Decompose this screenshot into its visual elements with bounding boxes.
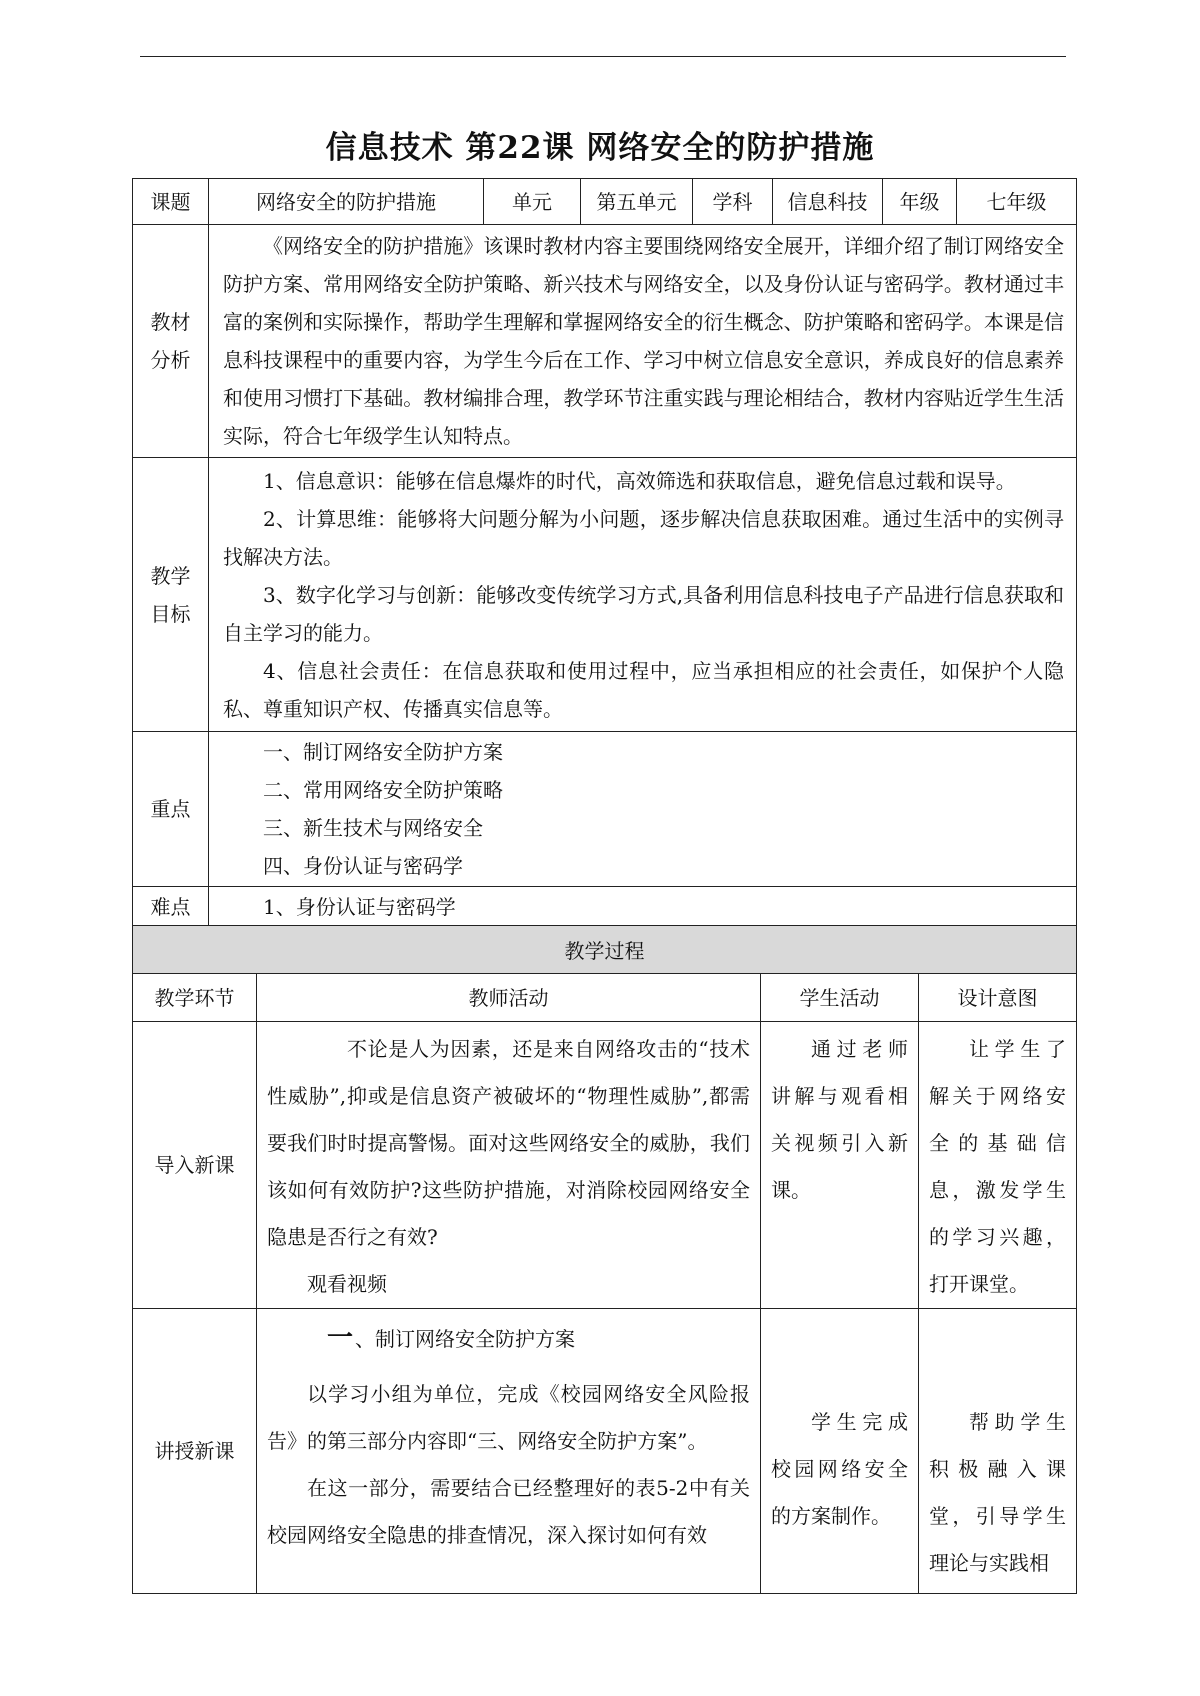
analysis-label-line-2: 分析 [150, 348, 191, 372]
section-title: 、制订网络安全防护方案 [355, 1327, 576, 1351]
intro-student-text: 通过老师讲解与观看相关视频引入新课。 [771, 1037, 908, 1202]
grade-label: 年级 [883, 179, 957, 225]
intro-teacher-video: 观看视频 [307, 1272, 387, 1296]
analysis-label-line-1: 教材 [150, 310, 191, 334]
topic-value: 网络安全的防护措施 [209, 179, 484, 225]
analysis-row [133, 225, 1077, 458]
goals-label-line-1: 教学 [150, 563, 191, 588]
col-intent-header: 设计意图 [919, 974, 1077, 1022]
lecture-row [133, 1309, 1077, 1594]
lesson-info-table [132, 178, 1077, 927]
page-title: 信息技术 第22课 网络安全的防护措施 [325, 130, 875, 166]
lecture-teacher-p1: 以学习小组为单位，完成《校园网络安全风险报告》的第三部分内容即“三、网络安全防护方案”。 [267, 1382, 750, 1453]
difficulty-row [133, 887, 1077, 927]
header-rule [140, 56, 1066, 57]
info-row [133, 179, 1077, 225]
goals-content [209, 458, 1077, 732]
process-header-row [133, 926, 1077, 974]
process-header: 教学过程 [133, 926, 1077, 974]
lecture-student-text: 学生完成校园网络安全的方案制作。 [771, 1410, 908, 1528]
lecture-intent-cell [919, 1309, 1077, 1594]
topic-label: 课题 [133, 179, 209, 225]
col-teacher-header: 教师活动 [257, 974, 761, 1022]
goal-item: 4、信息社会责任：在信息获取和使用过程中，应当承担相应的社会责任，如保护个人隐私、尊重知识产权、传播真实信息等。 [223, 658, 1064, 721]
difficulty-item: 1、身份认证与密码学 [263, 894, 456, 919]
section-number: 一 [327, 1323, 354, 1353]
unit-value: 第五单元 [581, 179, 693, 225]
goal-item: 1、信息意识：能够在信息爆炸的时代，高效筛选和获取信息，避免信息过载和误导。 [263, 468, 1016, 493]
lecture-section-heading [267, 1323, 750, 1353]
teaching-process-table [132, 925, 1077, 1594]
lecture-intent-text: 帮助学生积极融入课堂，引导学生理论与实践相 [929, 1410, 1066, 1575]
intro-teacher-cell [257, 1022, 761, 1309]
analysis-text: 《网络安全的防护措施》该课时教材内容主要围绕网络安全展开，详细介绍了制订网络安全防护方案、常用网络安全防护策略、新兴技术与网络安全，以及身份认证与密码学。教材通过丰富的案例和实际操作，帮助学生理解和掌握网络安全的衍生概念、防护策略和密码学。本课是信息科技课程中的重要内容，为学生今后在工作、学习中树立信息安全意识，养成良好的信息素养和使用习惯打下基础。教材编排合理，教学环节注重实践与理论相结合，教材内容贴近学生生活实际，符合七年级学生认知特点。 [223, 234, 1064, 448]
col-stage-header: 教学环节 [133, 974, 257, 1022]
difficulty-content [209, 887, 1077, 927]
goals-label-line-2: 目标 [150, 601, 191, 626]
intro-row [133, 1022, 1077, 1309]
key-points-label: 重点 [133, 732, 209, 887]
intro-intent-text: 让学生了解关于网络安全的基础信息，激发学生的学习兴趣，打开课堂。 [929, 1037, 1066, 1296]
intro-teacher-text: 不论是人为因素，还是来自网络攻击的“技术性威胁”,抑或是信息资产被破坏的“物理性威胁”,都需要我们时时提高警惕。面对这些网络安全的威胁，我们该如何有效防护?这些防护措施，对消除校园网络安全隐患是否行之有效? [267, 1037, 750, 1249]
intro-student-cell [761, 1022, 919, 1309]
unit-label: 单元 [484, 179, 581, 225]
goal-item: 3、数字化学习与创新：能够改变传统学习方式,具备利用信息科技电子产品进行信息获取和自主学习的能力。 [223, 582, 1064, 645]
analysis-label [133, 225, 209, 458]
goals-row [133, 458, 1077, 732]
lecture-student-cell [761, 1309, 919, 1594]
lecture-teacher-cell [257, 1309, 761, 1594]
lecture-teacher-p2: 在这一部分，需要结合已经整理好的表5-2中有关校园网络安全隐患的排查情况，深入探讨如何有效 [267, 1476, 750, 1547]
subject-value: 信息科技 [773, 179, 883, 225]
subject-label: 学科 [693, 179, 773, 225]
key-point-item: 四、身份认证与密码学 [263, 854, 463, 878]
intro-intent-cell [919, 1022, 1077, 1309]
column-header-row [133, 974, 1077, 1022]
key-point-item: 三、新生技术与网络安全 [263, 816, 483, 840]
key-point-item: 一、制订网络安全防护方案 [263, 740, 503, 764]
analysis-content [209, 225, 1077, 458]
intro-stage: 导入新课 [133, 1022, 257, 1309]
difficulty-label: 难点 [133, 887, 209, 927]
goals-label [133, 458, 209, 732]
key-points-row [133, 732, 1077, 887]
key-points-content [209, 732, 1077, 887]
grade-value: 七年级 [957, 179, 1077, 225]
col-student-header: 学生活动 [761, 974, 919, 1022]
lecture-stage: 讲授新课 [133, 1309, 257, 1594]
key-point-item: 二、常用网络安全防护策略 [263, 778, 503, 802]
goal-item: 2、计算思维：能够将大问题分解为小问题，逐步解决信息获取困难。通过生活中的实例寻找解决方法。 [223, 506, 1064, 569]
